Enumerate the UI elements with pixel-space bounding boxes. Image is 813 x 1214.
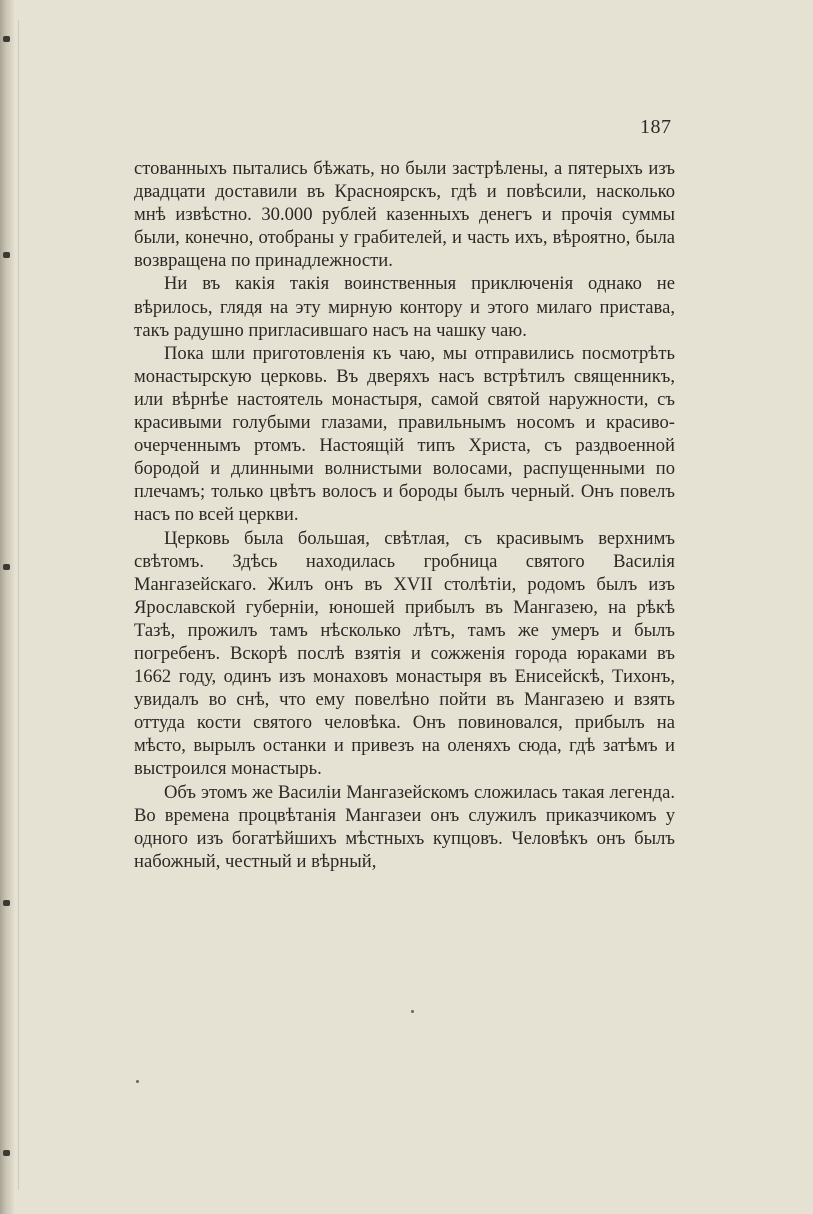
binding-line (18, 20, 19, 1190)
page-number: 187 (640, 116, 672, 138)
paragraph: Церковь была большая, свѣтлая, съ красивымъ верхнимъ свѣтомъ. Здѣсь находилась гробница святого Василія Мангазейскаго. Жилъ онъ въ XVII столѣтіи, родомъ былъ изъ Ярославской губерніи, юношей прибылъ въ Мангазею, на рѣкѣ Тазѣ, прожилъ тамъ нѣсколько лѣтъ, тамъ же умеръ и былъ погребенъ. Вскорѣ послѣ взятія и сожженія города юраками въ 1662 году, одинъ изъ монаховъ монастыря въ Енисейскѣ, Тихонъ, увидалъ во снѣ, что ему повелѣно пойти въ Мангазею и взять оттуда кости святого человѣка. Онъ повиновался, прибылъ на мѣсто, вырылъ останки и привезъ на оленяхъ сюда, гдѣ затѣмъ и выстроился монастырь. (134, 527, 675, 780)
paragraph: Пока шли приготовленія къ чаю, мы отправились посмотрѣть монастырскую церковь. Въ дверяхъ насъ встрѣтилъ священникъ, или вѣрнѣе настоятель монастыря, самой святой наружности, съ красивыми голубыми глазами, правильнымъ носомъ и красиво-очерченнымъ ртомъ. Настоящій типъ Христа, съ раздвоенной бородой и длинными волнистыми волосами, распущенными по плечамъ; только цвѣтъ волосъ и бороды былъ черный. Онъ повелъ насъ по всей церкви. (134, 342, 675, 526)
margin-mark (3, 900, 10, 906)
margin-mark (3, 1150, 10, 1156)
margin-mark (3, 564, 10, 570)
paragraph: Объ этомъ же Василіи Мангазейскомъ сложилась такая легенда. Во времена процвѣтанія Мангазеи онъ служилъ приказчикомъ у одного изъ богатѣйшихъ мѣстныхъ купцовъ. Человѣкъ онъ былъ набожный, честный и вѣрный, (134, 781, 675, 872)
paper-speck (136, 1080, 139, 1083)
binding-edge (0, 0, 14, 1214)
paper-speck (411, 1010, 414, 1013)
paragraph: Ни въ какія такія воинственныя приключенія однако не вѣрилось, глядя на эту мирную контору и этого милаго пристава, такъ радушно пригласившаго насъ на чашку чаю. (134, 273, 675, 341)
margin-mark (3, 252, 10, 258)
margin-mark (3, 36, 10, 42)
paragraph: стованныхъ пытались бѣжать, но были застрѣлены, а пятерыхъ изъ двадцати доставили въ Красноярскъ, гдѣ и повѣсили, насколько мнѣ извѣстно. 30.000 рублей казенныхъ денегъ и прочія суммы были, конечно, отобраны у грабителей, и часть ихъ, вѣроятно, была возвращена по принадлежности. (134, 158, 675, 272)
body-text (134, 157, 675, 873)
